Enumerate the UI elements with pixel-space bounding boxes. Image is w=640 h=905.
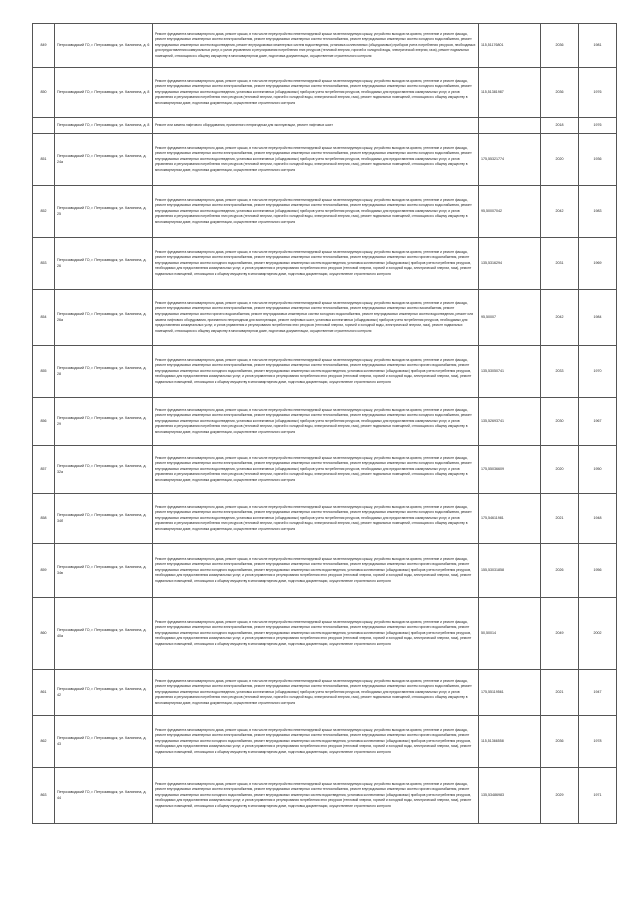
planned-year-cell: 2026 (541, 544, 579, 598)
table-row (33, 238, 617, 290)
work-types-cell: Ремонт фундамента многоквартирного дома, ремонт крыши, в том числе переустройство невентилируемой крыши на вентилируемую крышу, устройство выходов на кровлю, утепление и ремонт фасада, ремонт внутридомовых инженерных систем электроснабжения, ремонт внутридомовых инженерных систем теплоснабжения, ремонт внутридомовых инженерных систем горячего водоснабжения, ремонт внутридомовых инженерных систем холодного водоснабжения, ремонт внутридомовых инженерных систем водоотведения, установка коллективных (общедомовых) приборов учета потребления ресурсов, необходимых для предоставления коммунальных услуг, и узлов управления и регулирования потребления этих ресурсов (тепловой энергии, горячей и холодной воды, электрической энергии, газа), ремонт подвальных помещений, относящихся к общему имуществу в многоквартирном доме, подготовка документации, осуществление строительного контроля (153, 544, 479, 598)
build-year-cell: 1969 (579, 238, 617, 290)
table-row (33, 768, 617, 824)
planned-year-cell: 2042 (541, 186, 579, 238)
table-row (33, 134, 617, 186)
build-year-cell: 1983 (579, 186, 617, 238)
work-types-cell: Ремонт фундамента многоквартирного дома, ремонт крыши, в том числе переустройство невентилируемой крыши на вентилируемую крышу, устройство выходов на кровлю, утепление и ремонт фасада, ремонт внутридомовых инженерных систем электроснабжения, ремонт внутридомовых инженерных систем теплоснабжения, ремонт внутридомовых инженерных систем холодного водоснабжения, ремонт внутридомовых инженерных систем водоотведения, установка коллективных (общедомовых) приборов учета потребления ресурсов, необходимых для предоставления коммунальных услуг, и узлов управления и регулирования потребления этих ресурсов (тепловой энергии, горячей и холодной воды, электрической энергии, газа), ремонт подвальных помещений, относящихся к общему имуществу в многоквартирном доме, подготовка документации, осуществление строительного контроля (153, 446, 479, 494)
table-row (33, 716, 617, 768)
build-year-cell: 1948 (579, 494, 617, 544)
address-cell: Петрозаводский ГО, г. Петрозаводск, ул. Калинина, д. 25 (55, 186, 153, 238)
build-year-cell: 1967 (579, 398, 617, 446)
row-number-cell: 861 (33, 670, 55, 716)
row-number-cell: 858 (33, 494, 55, 544)
table-row (33, 544, 617, 598)
build-year-cell: 1950 (579, 446, 617, 494)
cost-cell: 175,55321774 (479, 134, 541, 186)
cost-cell: 135,53050741 (479, 346, 541, 398)
planned-year-cell: 2042 (541, 290, 579, 346)
table-row (33, 598, 617, 670)
work-types-cell: Ремонт фундамента многоквартирного дома, ремонт крыши, в том числе переустройство невентилируемой крыши на вентилируемую крышу, устройство выходов на кровлю, утепление и ремонт фасада, ремонт внутридомовых инженерных систем электроснабжения, ремонт внутридомовых инженерных систем теплоснабжения, ремонт внутридомовых инженерных систем холодного водоснабжения, ремонт внутридомовых инженерных систем водоотведения, установка коллективных (общедомовых) приборов учета потребления ресурсов, необходимых для предоставления коммунальных услуг, и узлов управления и регулирования потребления этих ресурсов (тепловой энергии, горячей и холодной воды, электрической энергии, газа), ремонт подвальных помещений, относящихся к общему имуществу в многоквартирном доме, подготовка документации, осуществление строительного контроля (153, 494, 479, 544)
cost-cell: 115,51366558 (479, 716, 541, 768)
planned-year-cell: 2021 (541, 670, 579, 716)
cost-cell: 115,51176801 (479, 24, 541, 68)
table-row (33, 346, 617, 398)
address-cell: Петрозаводский ГО, г. Петрозаводск, ул. Калинина, д. 34б (55, 494, 153, 544)
address-cell: Петрозаводский ГО, г. Петрозаводск, ул. Калинина, д. 26а (55, 290, 153, 346)
table-row (33, 398, 617, 446)
work-types-cell: Ремонт фундамента многоквартирного дома, ремонт крыши, в том числе переустройство невентилируемой крыши на вентилируемую крышу, устройство выходов на кровлю, утепление и ремонт фасада, ремонт внутридомовых инженерных систем электроснабжения, ремонт внутридомовых инженерных систем теплоснабжения, ремонт внутридомовых инженерных систем холодного водоснабжения, ремонт внутридомовых инженерных систем водоотведения, ремонт внутридомовых инженерных систем водоотведения, установка коллективных (общедомовых) приборов учета потребления ресурсов, необходимых для предоставления коммунальных услуг, и узлов управления и регулирования потребления этих ресурсов (тепловой энергии, горячей и холодной воды, электрической энергии, газа), ремонт подвальных помещений, относящихся к общему имуществу в многоквартирном доме, подготовка документации, осуществление строительного контроля (153, 24, 479, 68)
build-year-cell: 1984 (579, 290, 617, 346)
work-types-cell: Ремонт фундамента многоквартирного дома, ремонт крыши, в том числе переустройство невентилируемой крыши на вентилируемую крышу, устройство выходов на кровлю, утепление и ремонт фасада, ремонт внутридомовых инженерных систем электроснабжения, ремонт внутридомовых инженерных систем теплоснабжения, ремонт внутридомовых инженерных систем горячего водоснабжения, ремонт внутридомовых инженерных систем холодного водоснабжения, ремонт внутридомовых инженерных систем водоотведения, установка коллективных (общедомовых) приборов учета потребления ресурсов, необходимых для предоставления коммунальных услуг, и узлов управления и регулирования потребления этих ресурсов (тепловой энергии, горячей и холодной воды, электрической энергии, газа), ремонт подвальных помещений, относящихся к общему имуществу в многоквартирном доме, подготовка документации, осуществление строительного контроля (153, 238, 479, 290)
build-year-cell: 2002 (579, 598, 617, 670)
work-types-cell: Ремонт фундамента многоквартирного дома, ремонт крыши, в том числе переустройство невентилируемой крыши на вентилируемую крышу, устройство выходов на кровлю, утепление и ремонт фасада, ремонт внутридомовых инженерных систем электроснабжения, ремонт внутридомовых инженерных систем теплоснабжения, ремонт внутридомовых инженерных систем горячего водоснабжения, ремонт внутридомовых инженерных систем холодного водоснабжения, ремонт внутридомовых инженерных систем водоотведения, установка коллективных (общедомовых) приборов учета потребления ресурсов, необходимых для предоставления коммунальных услуг, и узлов управления и регулирования потребления этих ресурсов (тепловой энергии, горячей и холодной воды, электрической энергии, газа), ремонт подвальных помещений, относящихся к общему имуществу в многоквартирном доме, подготовка документации, осуществление строительного контроля (153, 346, 479, 398)
build-year-cell: 1981 (579, 24, 617, 68)
work-types-cell: Ремонт фундамента многоквартирного дома, ремонт крыши, в том числе переустройство невентилируемой крыши на вентилируемую крышу, устройство выходов на кровлю, утепление и ремонт фасада, ремонт внутридомовых инженерных систем электроснабжения, ремонт внутридомовых инженерных систем теплоснабжения, ремонт внутридомовых инженерных систем холодного водоснабжения, ремонт внутридомовых инженерных систем водоотведения, установка коллективных (общедомовых) приборов учета потребления ресурсов, необходимых для предоставления коммунальных услуг, и узлов управления и регулирования потребления этих ресурсов (тепловой энергии, горячей и холодной воды, электрической энергии, газа), ремонт подвальных помещений, относящихся к общему имуществу в многоквартирном доме, подготовка документации, осуществление строительного контроля (153, 670, 479, 716)
address-cell: Петрозаводский ГО, г. Петрозаводск, ул. Калинина, д. 26 (55, 238, 153, 290)
address-cell: Петрозаводский ГО, г. Петрозаводск, ул. Калинина, д. 6 (55, 24, 153, 68)
cost-cell: 135,52693741 (479, 398, 541, 446)
table-row (33, 118, 617, 134)
document-page (32, 23, 616, 824)
build-year-cell: 1976 (579, 118, 617, 134)
address-cell: Петрозаводский ГО, г. Петрозаводск, ул. Калинина, д. 29 (55, 398, 153, 446)
row-number-cell: 854 (33, 290, 55, 346)
planned-year-cell: 2036 (541, 68, 579, 118)
cost-cell: 135,5316294 (479, 238, 541, 290)
work-types-cell: Ремонт фундамента многоквартирного дома, ремонт крыши, в том числе переустройство невентилируемой крыши на вентилируемую крышу, устройство выходов на кровлю, утепление и ремонт фасада, ремонт внутридомовых инженерных систем электроснабжения, ремонт внутридомовых инженерных систем теплоснабжения, ремонт внутридомовых инженерных систем холодного водоснабжения, ремонт внутридомовых инженерных систем водоотведения, установка коллективных (общедомовых) приборов учета потребления ресурсов, необходимых для предоставления коммунальных услуг, и узлов управления и регулирования потребления этих ресурсов (тепловой энергии, горячей и холодной воды, электрической энергии, газа), ремонт подвальных помещений, относящихся к общему имуществу в многоквартирном доме, подготовка документации, осуществление строительного контроля (153, 68, 479, 118)
row-number-cell: 859 (33, 544, 55, 598)
table-row (33, 68, 617, 118)
work-types-cell: Ремонт или замена лифтового оборудования, признанного непригодным для эксплуатации, ремонт лифтовых шахт (153, 118, 479, 134)
address-cell: Петрозаводский ГО, г. Петрозаводск, ул. Калинина, д. 43 (55, 716, 153, 768)
address-cell: Петрозаводский ГО, г. Петрозаводск, ул. Калинина, д. 8 (55, 118, 153, 134)
address-cell: Петрозаводский ГО, г. Петрозаводск, ул. Калинина, д. 28 (55, 346, 153, 398)
row-number-cell: 863 (33, 768, 55, 824)
cost-cell: 175,54611981 (479, 494, 541, 544)
table-row (33, 670, 617, 716)
cost-cell: 135,53486983 (479, 768, 541, 824)
address-cell: Петрозаводский ГО, г. Петрозаводск, ул. Калинина, д. 40а (55, 598, 153, 670)
address-cell: Петрозаводский ГО, г. Петрозаводск, ул. Калинина, д. 24а (55, 134, 153, 186)
cost-cell: 95,50007042 (479, 186, 541, 238)
planned-year-cell: 2036 (541, 716, 579, 768)
table-row (33, 446, 617, 494)
build-year-cell: 1978 (579, 716, 617, 768)
table-row (33, 24, 617, 68)
cost-cell: 155,53031858 (479, 544, 541, 598)
address-cell: Петрозаводский ГО, г. Петрозаводск, ул. Калинина, д. 42 (55, 670, 153, 716)
planned-year-cell: 2018 (541, 118, 579, 134)
table-row (33, 290, 617, 346)
row-number-cell: 849 (33, 24, 55, 68)
build-year-cell: 1976 (579, 68, 617, 118)
planned-year-cell: 2021 (541, 494, 579, 544)
work-types-cell: Ремонт фундамента многоквартирного дома, ремонт крыши, в том числе переустройство невентилируемой крыши на вентилируемую крышу, устройство выходов на кровлю, утепление и ремонт фасада, ремонт внутридомовых инженерных систем электроснабжения, ремонт внутридомовых инженерных систем теплоснабжения, ремонт внутридомовых инженерных систем холодного водоснабжения, ремонт внутридомовых инженерных систем водоотведения, установка коллективных (общедомовых) приборов учета потребления ресурсов, необходимых для предоставления коммунальных услуг, и узлов управления и регулирования потребления этих ресурсов (тепловой энергии, горячей и холодной воды, электрической энергии, газа), ремонт подвальных помещений, относящихся к общему имуществу в многоквартирном доме, подготовка документации, осуществление строительного контроля (153, 398, 479, 446)
address-cell: Петрозаводский ГО, г. Петрозаводск, ул. Калинина, д. 34в (55, 544, 153, 598)
planned-year-cell: 2020 (541, 446, 579, 494)
planned-year-cell: 2029 (541, 768, 579, 824)
row-number-cell: 857 (33, 446, 55, 494)
table-row (33, 186, 617, 238)
row-number-cell: 852 (33, 186, 55, 238)
row-number-cell: 856 (33, 398, 55, 446)
address-cell: Петрозаводский ГО, г. Петрозаводск, ул. Калинина, д. 8 (55, 68, 153, 118)
row-number-cell: 851 (33, 134, 55, 186)
repair-schedule-table (32, 23, 617, 824)
row-number-cell: 850 (33, 68, 55, 118)
planned-year-cell: 2049 (541, 598, 579, 670)
row-number-cell: 862 (33, 716, 55, 768)
cost-cell: 95,50007 (479, 290, 541, 346)
work-types-cell: Ремонт фундамента многоквартирного дома, ремонт крыши, в том числе переустройство невентилируемой крыши на вентилируемую крышу, устройство выходов на кровлю, утепление и ремонт фасада, ремонт внутридомовых инженерных систем электроснабжения, ремонт внутридомовых инженерных систем теплоснабжения, ремонт внутридомовых инженерных систем горячего водоснабжения, ремонт внутридомовых инженерных систем холодного водоснабжения, ремонт внутридомовых инженерных систем водоотведения, установка коллективных (общедомовых) приборов учета потребления ресурсов, необходимых для предоставления коммунальных услуг, и узлов управления и регулирования потребления этих ресурсов (тепловой энергии, горячей и холодной воды, электрической энергии, газа), ремонт подвальных помещений, относящихся к общему имуществу в многоквартирном доме, подготовка документации, осуществление строительного контроля (153, 768, 479, 824)
planned-year-cell: 2036 (541, 24, 579, 68)
planned-year-cell: 2030 (541, 398, 579, 446)
build-year-cell: 1947 (579, 670, 617, 716)
planned-year-cell: 2033 (541, 346, 579, 398)
table-body (33, 24, 617, 824)
cost-cell: 175,55119561 (479, 670, 541, 716)
work-types-cell: Ремонт фундамента многоквартирного дома, ремонт крыши, в том числе переустройство невентилируемой крыши на вентилируемую крышу, устройство выходов на кровлю, утепление и ремонт фасада, ремонт внутридомовых инженерных систем электроснабжения, ремонт внутридомовых инженерных систем теплоснабжения, ремонт внутридомовых инженерных систем горячего водоснабжения, ремонт внутридомовых инженерных систем холодного водоснабжения, ремонт внутридомовых инженерных систем водоотведения, установка коллективных (общедомовых) приборов учета потребления ресурсов, необходимых для предоставления коммунальных услуг, и узлов управления и регулирования потребления этих ресурсов (тепловой энергии, горячей и холодной воды, электрической энергии, газа), ремонт подвальных помещений, относящихся к общему имуществу в многоквартирном доме, подготовка документации, осуществление строительного контроля (153, 716, 479, 768)
cost-cell: 175,55036609 (479, 446, 541, 494)
address-cell: Петрозаводский ГО, г. Петрозаводск, ул. Калинина, д. 32а (55, 446, 153, 494)
cost-cell: 115,51381987 (479, 68, 541, 118)
build-year-cell: 1970 (579, 346, 617, 398)
planned-year-cell: 2031 (541, 238, 579, 290)
row-number-cell (33, 118, 55, 134)
work-types-cell: Ремонт фундамента многоквартирного дома, ремонт крыши, в том числе переустройство невентилируемой крыши на вентилируемую крышу, устройство выходов на кровлю, утепление и ремонт фасада, ремонт внутридомовых инженерных систем электроснабжения, ремонт внутридомовых инженерных систем теплоснабжения, ремонт внутридомовых инженерных систем холодного водоснабжения, ремонт внутридомовых инженерных систем водоотведения, установка коллективных (общедомовых) приборов учета потребления ресурсов, необходимых для предоставления коммунальных услуг, и узлов управления и регулирования потребления этих ресурсов (тепловой энергии, горячей и холодной воды, электрической энергии, газа), ремонт подвальных помещений, относящихся к общему имуществу в многоквартирном доме, подготовка документации, осуществление строительного контроля (153, 186, 479, 238)
address-cell: Петрозаводский ГО, г. Петрозаводск, ул. Калинина, д. 44 (55, 768, 153, 824)
build-year-cell: 1936 (579, 134, 617, 186)
build-year-cell: 1971 (579, 768, 617, 824)
cost-cell: 50,50014 (479, 598, 541, 670)
work-types-cell: Ремонт фундамента многоквартирного дома, ремонт крыши, в том числе переустройство невентилируемой крыши на вентилируемую крышу, устройство выходов на кровлю, утепление и ремонт фасада, ремонт внутридомовых инженерных систем электроснабжения, ремонт внутридомовых инженерных систем теплоснабжения, ремонт внутридомовых инженерных систем газоснабжения, ремонт внутридомовых инженерных систем горячего водоснабжения, ремонт внутридомовых инженерных систем холодного водоснабжения, ремонт внутридомовых инженерных систем водоотведения, ремонт или замена лифтового оборудования, признанного непригодным для эксплуатации, ремонт лифтовых шахт, установка коллективных (общедомовых) приборов учета потребления ресурсов, необходимых для предоставления коммунальных услуг, и узлов управления и регулирования потребления этих ресурсов (тепловой энергии, горячей и холодной воды, электрической энергии, газа), ремонт подвальных помещений, относящихся к общему имуществу в многоквартирном доме, подготовка документации, осуществление строительного контроля (153, 290, 479, 346)
work-types-cell: Ремонт фундамента многоквартирного дома, ремонт крыши, в том числе переустройство невентилируемой крыши на вентилируемую крышу, устройство выходов на кровлю, утепление и ремонт фасада, ремонт внутридомовых инженерных систем электроснабжения, ремонт внутридомовых инженерных систем теплоснабжения, ремонт внутридомовых инженерных систем горячего водоснабжения, ремонт внутридомовых инженерных систем холодного водоснабжения, ремонт внутридомовых инженерных систем водоотведения, установка коллективных (общедомовых) приборов учета потребления ресурсов, необходимых для предоставления коммунальных услуг, и узлов управления и регулирования потребления этих ресурсов (тепловой энергии, горячей и холодной воды, электрической энергии, газа), ремонт подвальных помещений, относящихся к общему имуществу в многоквартирном доме, подготовка документации, осуществление строительного контроля (153, 598, 479, 670)
row-number-cell: 860 (33, 598, 55, 670)
cost-cell (479, 118, 541, 134)
planned-year-cell: 2020 (541, 134, 579, 186)
table-row (33, 494, 617, 544)
work-types-cell: Ремонт фундамента многоквартирного дома, ремонт крыши, в том числе переустройство невентилируемой крыши на вентилируемую крышу, устройство выходов на кровлю, утепление и ремонт фасада, ремонт внутридомовых инженерных систем электроснабжения, ремонт внутридомовых инженерных систем теплоснабжения, ремонт внутридомовых инженерных систем холодного водоснабжения, ремонт внутридомовых инженерных систем водоотведения, установка коллективных (общедомовых) приборов учета потребления ресурсов, необходимых для предоставления коммунальных услуг, и узлов управления и регулирования потребления этих ресурсов (тепловой энергии, горячей и холодной воды, электрической энергии, газа), ремонт подвальных помещений, относящихся к общему имуществу в многоквартирном доме, подготовка документации, осуществление строительного контроля (153, 134, 479, 186)
row-number-cell: 853 (33, 238, 55, 290)
build-year-cell: 1956 (579, 544, 617, 598)
row-number-cell: 855 (33, 346, 55, 398)
